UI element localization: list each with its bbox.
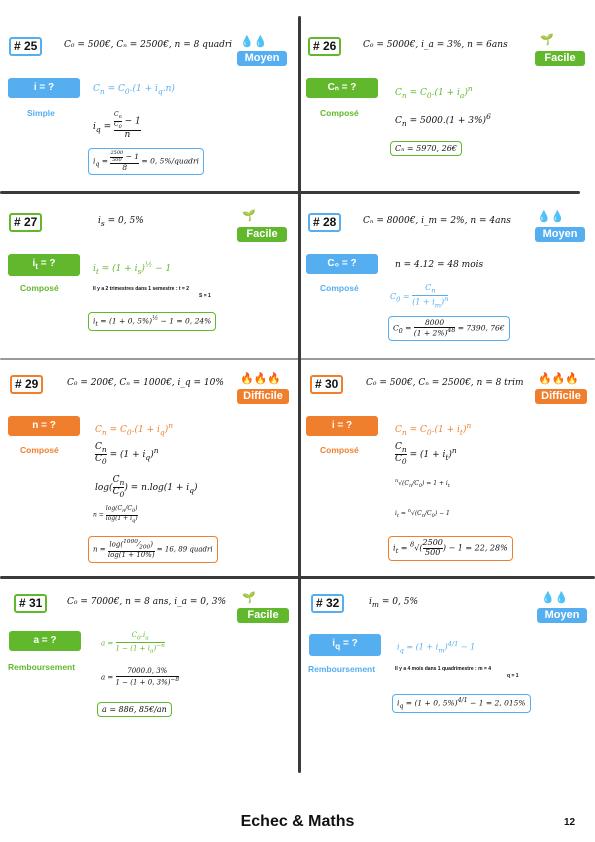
water-drops-icon: 💧💧	[541, 591, 569, 604]
note-2: q = 1	[507, 673, 519, 679]
exercise-data: C₀ = 500€, Cₙ = 2500€, n = 8 quadri	[64, 40, 233, 50]
exercise-data: $i_s = 0$, 5%	[98, 216, 144, 228]
sprout-icon: 🌱	[242, 591, 256, 604]
note: Il y a 4 mois dans 1 quadrimestre : m = 4	[395, 666, 492, 672]
question-button[interactable]: $i_t$ = ?	[8, 254, 80, 276]
step-1: $i_q$ = $\frac{C_n}{C_0}$ − 1 n	[93, 111, 141, 141]
step-1: $C_0$ = $\frac{C_n}{(1 + i_m)^n}$	[390, 283, 449, 310]
formula: n = 4.12 = 48 mois	[395, 260, 484, 270]
level-badge: Facile	[535, 51, 585, 66]
exercise-number: # 27	[9, 213, 42, 232]
question-button[interactable]: a = ?	[9, 631, 81, 651]
method-label: Simple	[27, 108, 55, 118]
sprout-icon: 🌱	[540, 33, 554, 46]
level-badge: Difficile	[237, 389, 289, 404]
step-3: $i_t = ^n√(C_n/C_0) - 1$	[395, 508, 450, 520]
level-badge: Difficile	[535, 389, 587, 404]
formula: $C_n = C_0.(1 + i_t)^n$	[395, 421, 472, 437]
step-2: log( $\frac{C_n}{C_0}$ ) = $n.\log(1 + i_q)$	[95, 475, 198, 499]
question-button[interactable]: Cₙ = ?	[306, 78, 378, 98]
exercise-data: C₀ = 7000€, n = 8 ans, i_a = 0, 3%	[67, 597, 226, 607]
result-box: n = $\frac{\log(^{1000}⁄_{200})}{\log(1 + 10\%)}$ = 16, 89 quadri	[88, 536, 218, 563]
method-label: Remboursement	[308, 664, 376, 674]
formula: $C_n = C_0.(1 + i_a)^n$	[395, 84, 473, 100]
method-label: Composé	[20, 445, 59, 455]
level-badge: Moyen	[537, 608, 587, 623]
page-number: 12	[564, 817, 576, 828]
note-2: S = 1	[199, 293, 211, 299]
divider-row-1	[0, 191, 580, 194]
method-label: Remboursement	[8, 662, 76, 672]
note: Il y a 2 trimestres dans 1 semestre : t = 2	[93, 286, 190, 292]
step-1: $\frac{C_n}{C_0}$ = $(1 + i_q)^n$	[95, 442, 159, 466]
exercise-data: Cₙ = 8000€, i_m = 2%, n = 4ans	[363, 216, 511, 226]
fire-icon: 🔥🔥🔥	[240, 372, 282, 385]
exercise-number: # 32	[311, 594, 344, 613]
exercise-number: # 29	[10, 375, 43, 394]
footer-title: Echec & Maths	[240, 813, 355, 830]
exercise-number: # 30	[310, 375, 343, 394]
exercise-data: C₀ = 5000€, i_a = 3%, n = 6ans	[363, 40, 508, 50]
exercise-number: # 25	[9, 37, 42, 56]
result-box: Cₙ = 5970, 26€	[390, 141, 462, 156]
result-box: $i_t = (1 + 0$, 5%)$^{\frac{1}{2}}$ − 1 = 0, 24%	[88, 312, 216, 331]
exercise-data: C₀ = 500€, Cₙ = 2500€, n = 8 trim	[366, 378, 524, 388]
level-badge: Moyen	[535, 227, 585, 242]
step-1: $\frac{C_n}{C_0}$ = $(1 + i_t)^n$	[395, 442, 457, 466]
sprout-icon: 🌱	[242, 209, 256, 222]
result-box: a = 886, 85€/an	[97, 702, 172, 717]
method-label: Composé	[320, 108, 359, 118]
divider-vertical	[298, 16, 301, 773]
method-label: Composé	[320, 283, 359, 293]
step-1: $C_n = 5000.(1 + 3\%)^6$	[395, 112, 491, 128]
result-box: $i_q = (1 + 0$, 5%)$^{4/1}$ − 1 = 2, 015%	[392, 694, 531, 713]
method-label: Composé	[320, 445, 359, 455]
water-drops-icon: 💧💧	[240, 35, 268, 48]
level-badge: Moyen	[237, 51, 287, 66]
formula: $i_q = (1 + i_m)^{4/1} - 1$	[397, 640, 476, 655]
step-3: n = $\frac{\log(C_n/C_0)}{\log(1 + i_q)}$	[93, 505, 138, 524]
question-button[interactable]: $i_q$ = ?	[309, 634, 381, 656]
result-box: $C_0$ = $\frac{8000}{(1 + 2\%)^{48}}$ = 7390, 76€	[388, 316, 510, 341]
exercise-number: # 26	[308, 37, 341, 56]
exercise-data: C₀ = 200€, Cₙ = 1000€, i_q = 10%	[67, 378, 224, 388]
formula: $C_n = C_0.(1 + i_q.n)$	[93, 84, 175, 96]
question-button[interactable]: C₀ = ?	[306, 254, 378, 274]
formula: $C_n = C_0.(1 + i_q)^n$	[95, 421, 174, 437]
question-button[interactable]: n = ?	[8, 416, 80, 436]
fire-icon: 🔥🔥🔥	[538, 372, 580, 385]
question-button[interactable]: i = ?	[8, 78, 80, 98]
level-badge: Facile	[237, 227, 287, 242]
exercise-data: $i_m = 0$, 5%	[369, 597, 419, 609]
formula: a = $\frac{C_0.i_a}{1 - (1 + i_a)^{-n}}$	[101, 631, 165, 655]
exercise-number: # 31	[14, 594, 47, 613]
water-drops-icon: 💧💧	[537, 210, 565, 223]
level-badge: Facile	[237, 608, 289, 623]
step-1: a = $\frac{7000.0, 3\%}{1 - (1 + 0, 3\%)^{-8}}$	[101, 667, 180, 687]
step-2: $^n√(C_n/C_0) = 1 + i_t$	[395, 478, 450, 490]
result-box: $i_q$ = $\frac{2500}{500}$ − 1 8 = 0, 5%/quadri	[88, 148, 204, 175]
exercise-number: # 28	[308, 213, 341, 232]
question-button[interactable]: i = ?	[306, 416, 378, 436]
formula: $i_t = (1 + i_s)^{\frac{1}{2}} - 1$	[93, 260, 172, 276]
method-label: Composé	[20, 283, 59, 293]
result-box: $i_t = ^8√$( $\frac{2500}{500}$ ) − 1 = 22, 28%	[388, 536, 513, 561]
